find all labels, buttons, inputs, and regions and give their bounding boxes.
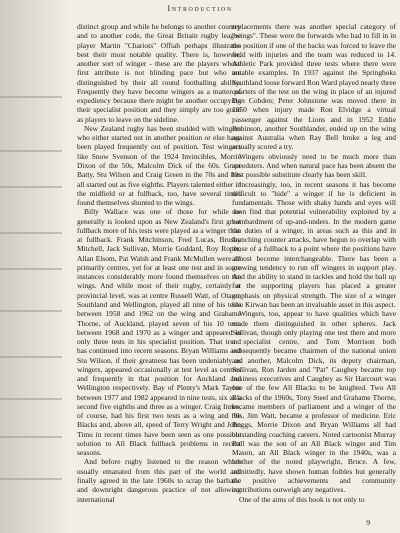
paragraph: New Zealand rugby has been studded with wingers who either started out in another position or else have been played frequently out of position. Test wingers like Snow Svenson of the 1924 Invincibles, Morrie Dixon of the 50s, Malcolm Dick of the 60s. Grant Batty, Stu Wilson and Craig Green in the 70s and 80s all started out as five eighths. Players talented either in the midfield or at fullback, too, have several times found themselves shunted to the wings.	[77, 123, 241, 208]
paragraph: replacements there was another special category of "wings". These were the forwards who had to fill in in the position if one of the backs was forced to leave the field with injuries and the team was reduced to 14. Athletic Park provided three tests where there were notable examples. In 1937 against the Springboks Southland loose forward Ron Ward played nearly three quarters of the test on the wing in place of an injured Don Cobden; Peter Johnstone was moved there in 1950 when injury made Ron Elvidge a virtual passenger against the Lions and in 1952 Eddie Robinson, another Southlander, ended up on the wing against Australia when Ray Bell broke a leg and actually scored a try.	[232, 22, 396, 152]
left-text-column	[77, 22, 241, 504]
running-title: Introduction	[167, 3, 233, 13]
paragraph: Billy Wallace was one of those for while he generally is looked upon as New Zealand's first great fullback more of his tests were played as a winger than at fullback. Frank Mitchinson, Fred Lucas, Brushy Mitchell, Jack Sullivan, Morrie Goddard, Roy Roper, Allan Elsom, Pat Walsh and Frank McMullen were all primarily centres, yet for at least one test and in some instances considerably more found themselves on the wings. And while most of their rugby, certainly at provincial level, was at centre Russell Watt, of Otago, Southland and Wellington, played all nine of his tests between 1958 and 1962 on the wing and Grahame Thorne, of Auckland, played seven of his 10 tests between 1968 and 1970 as a winger and appeared in only three tests in his specialist position. That trend has continued into recent seasons. Bryan Williams and Stu Wilson, if their greatness has been undeniably as wingers, appeared occasionally at test level as centres and frequently in that position for Auckland and Wellington respectively. Bay of Plenty's Mark Taylor between 1977 and 1982 appeared in nine tests, six as a second five eighths and three as a winger. Craig Innes, of course, had his first two tests as a wing and the Blacks and, above all, speed of Terry Wright and John Timu in recent times have been seen as one possible solution to All Black fullback problems in recent seasons.	[77, 207, 241, 458]
paragraph: And before rugby listened to the reason which usually emanated from this part of the world and finally agreed in the late 1960s to scrap the barbaric and downright dangerous practice of not allowing international	[77, 457, 241, 504]
running-header	[0, 3, 400, 15]
paragraph: One of the aims of this book is not only to	[239, 494, 365, 504]
paragraph: Wingers obviously need to be much more than speedsters. And when natural pace has been absent the best possible substitute clearly has been skill.	[232, 151, 396, 180]
paragraph: distinct group and while he belongs to another country and to another code, the Great Britain rugby league player Martin "Chariots" Offiah perhaps illustrates best their most notable quality. There is, however, another sort of winger - these are the players whose first attribute is not blinding pace but who are distinguished by their all round footballing ability. Frequently they have become wingers as a matter of expediency because there might be another occupying their specialist position and they simply are too good as players to leave on the sideline.	[77, 22, 241, 124]
right-text-column	[232, 22, 396, 504]
paragraph: Increasingly, too, in recent seasons it has become difficult to "hide" a winger if he is deficient in fundamentals. Those with shaky hands and eyes will soon find that potential vulnerability exploited by a bombardment of up-and-unders. In the modern game the duties of a winger, in areas such as this and in launching counter attacks, have begun to overlap with those of a fullback to a point where the positions have almost become interchangeable. There has been a growing tendency to run off wingers in support play. And the ability to stand in tackles and hold the ball up for the supporting players has placed a greater emphasis on physical strength. The size of a winger like Kirwan has been an invaluable asset in this aspect.	[232, 179, 396, 309]
adjacent-page-edge	[0, 0, 70, 533]
page-number: 9	[366, 518, 370, 527]
paragraph: Wingers, too, appear to have qualities which have made them distinguished in other spheres. Jack Sullivan, though only playing one test there and more a specialist centre, and Tom Morrison both subsequently became chairmen of the national union and another, Malcolm Dick, its deputy chairman, Sullivan, Ron Jarden and "Pat" Caughey became top business executives and Caughey as Sir Harcourt was one of the few All Blacks to be knighted. Two All Blacks of the 1960s, Tony Steel and Grahame Thorne, became members of parliament and a winger of the 30s, Jim Watt, became a professor of medicine. Eric Boggs, Morrie Dixon and Bryan Williams all had outstanding coaching careers. Noted cartoonist Murray Ball was the son of an All Black winger and Tim Mason, an All Black winger in the 1940s, was a brother of the noted playwright, Bruce. A few, admittedly, have shown human foibles but generally the positive achievements and community contributions outweigh any negatives.	[232, 309, 396, 495]
